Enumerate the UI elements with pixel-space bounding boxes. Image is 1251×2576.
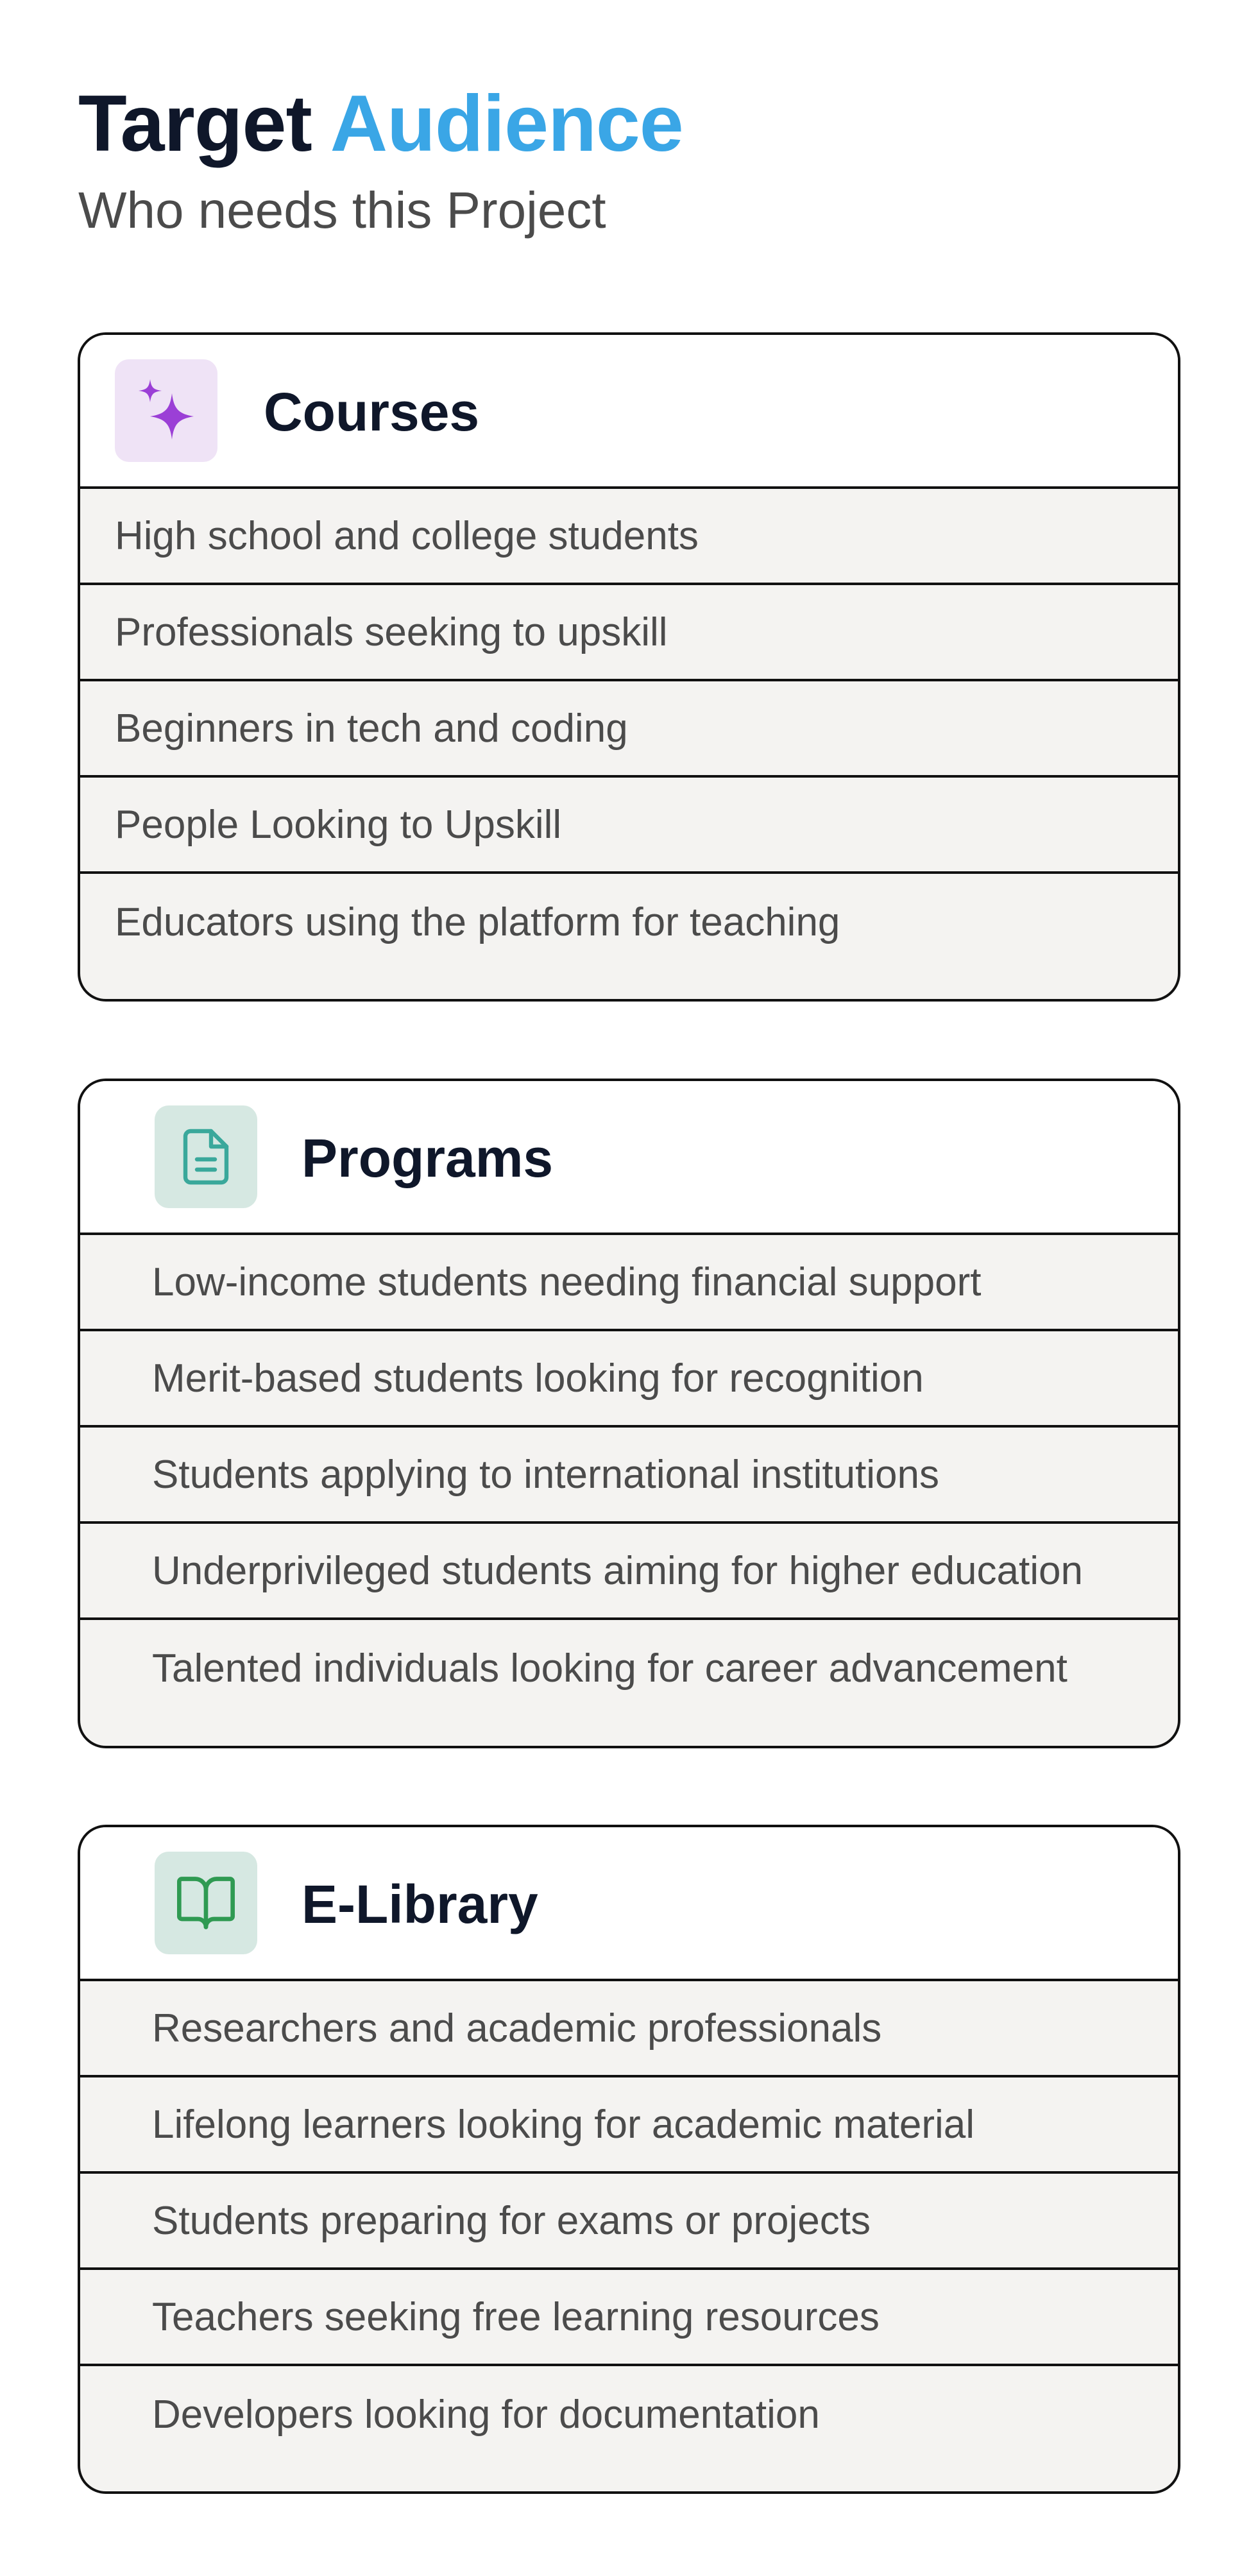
page-title (78, 76, 683, 172)
list-item: Underprivileged students aiming for higher education (80, 1524, 1178, 1620)
audience-list (80, 1235, 1178, 1716)
list-item: Low-income students needing financial support (80, 1235, 1178, 1331)
card-title: Courses (264, 382, 480, 442)
page-subtitle: Who needs this Project (78, 182, 606, 239)
card-header (80, 1081, 1178, 1235)
list-item: Students preparing for exams or projects (80, 2174, 1178, 2270)
list-item: Talented individuals looking for career advancement (152, 1646, 1068, 1691)
audience-card-elibrary (78, 1825, 1180, 2494)
audience-card-programs (78, 1079, 1180, 1748)
title-part-accent: Audience (330, 80, 683, 168)
page-header (78, 76, 683, 243)
card-header (80, 335, 1178, 489)
sparkles-icon (115, 359, 217, 462)
list-item: Teachers seeking free learning resources (80, 2270, 1178, 2366)
list-item: Lifelong learners looking for academic material (80, 2077, 1178, 2174)
open-book-icon (155, 1852, 257, 1954)
card-header (80, 1827, 1178, 1981)
list-item: People Looking to Upskill (80, 778, 1178, 874)
document-icon (155, 1105, 257, 1208)
audience-list (80, 1981, 1178, 2462)
list-item: Beginners in tech and coding (80, 681, 1178, 778)
audience-card-courses (78, 332, 1180, 1002)
list-item: Students applying to international institutions (80, 1428, 1178, 1524)
audience-list (80, 489, 1178, 970)
list-item: Developers looking for documentation (152, 2392, 820, 2437)
list-item: Educators using the platform for teaching (115, 900, 840, 944)
title-part-primary: Target (78, 80, 312, 168)
list-item: High school and college students (80, 489, 1178, 585)
list-item: Merit-based students looking for recognition (80, 1331, 1178, 1428)
list-item: Professionals seeking to upskill (80, 585, 1178, 681)
card-title: Programs (302, 1128, 554, 1188)
list-item: Researchers and academic professionals (80, 1981, 1178, 2077)
card-title: E-Library (302, 1874, 538, 1934)
